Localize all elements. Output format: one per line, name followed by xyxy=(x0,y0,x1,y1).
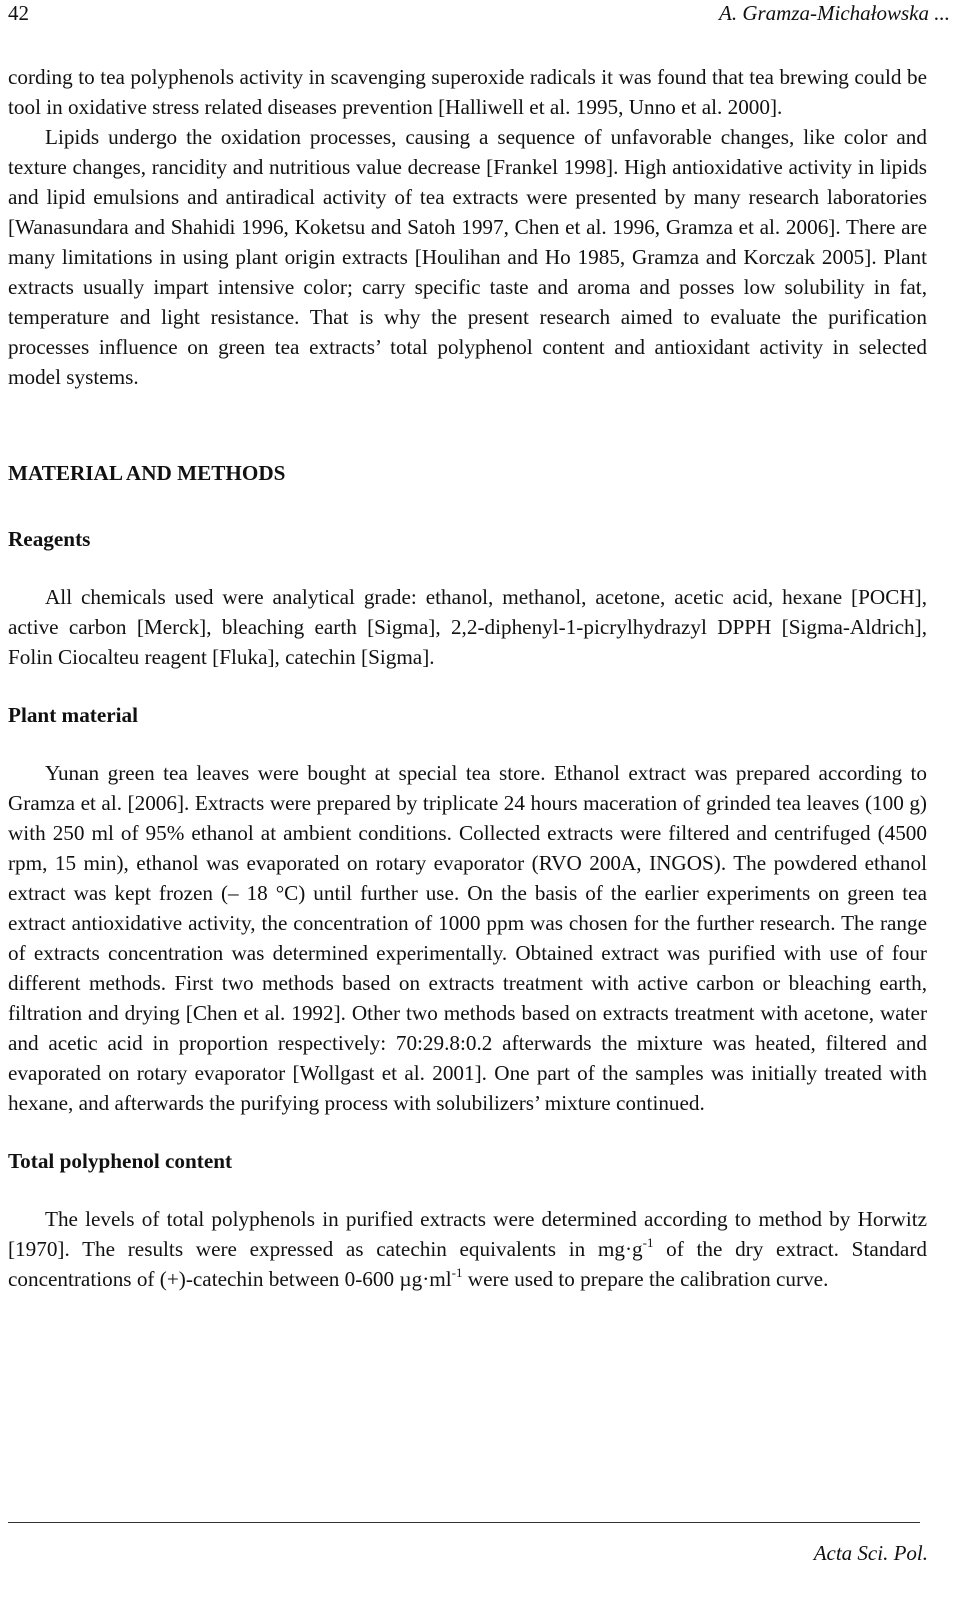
plant-material-paragraph: Yunan green tea leaves were bought at special tea store. Ethanol extract was prepared according to Gramza et al. [2006]. Extracts were prepared by triplicate 24 hours maceration of grinded tea leaves (100 g) with 250 ml of 95% ethanol at ambient conditions. Collected extracts were filtered and centrifuged (4500 rpm, 15 min), ethanol was evaporated on rotary evaporator (RVO 200A, INGOS). The powdered ethanol extract was kept frozen (– 18 °C) until further use. On the basis of the earlier experiments on green tea extract antioxidative activity, the concentration of 1000 ppm was chosen for the further research. The range of extracts concentration was determined experimentally. Obtained extract was purified with use of four different methods. First two methods based on extracts treatment with active carbon or bleaching earth, filtration and drying [Chen et al. 1992]. Other two methods based on extracts treatment with acetone, water and acetic acid in proportion respectively: 70:29.8:0.2 afterwards the mixture was heated, filtered and evaporated on rotary evaporator [Wollgast et al. 2001]. One part of the samples was initially treated with hexane, and afterwards the purifying process with solubilizers’ mixture continued. xyxy=(8,761,927,1115)
running-head: A. Gramza-Michałowska ... xyxy=(719,1,950,25)
subheading-plant-material: Plant material xyxy=(8,703,139,727)
intro-paragraph-lipids: Lipids undergo the oxidation processes, causing a sequence of unfavorable changes, like color and texture changes, rancidity and nutritious value decrease [Frankel 1998]. High antioxidative activity in lipids and lipid emulsions and antiradical activity of tea extracts were presented by many research laboratories [Wanasundara and Shahidi 1996, Koketsu and Satoh 1997, Chen et al. 1996, Gramza et al. 2006]. There are many limitations in using plant origin extracts [Houlihan and Ho 1985, Gramza and Korczak 2005]. Plant extracts usually impart intensive color; carry specific taste and aroma and posses low solubility in fat, temperature and light resistance. That is why the present research aimed to evaluate the purification processes influence on green tea extracts’ total polyphenol content and antioxidant activity in selected model systems. xyxy=(8,125,927,389)
superscript-minus-one: -1 xyxy=(642,1235,654,1250)
reagents-paragraph: All chemicals used were analytical grade: ethanol, methanol, acetone, acetic acid, hexane [POCH], active carbon [Merck], bleaching earth [Sigma], 2,2-diphenyl-1-picrylhydrazyl DPPH [Sigma-Aldrich], Folin Ciocalteu reagent [Fluka], catechin [Sigma]. xyxy=(8,585,927,669)
footer-divider xyxy=(8,1522,920,1523)
subheading-total-polyphenol: Total polyphenol content xyxy=(8,1149,233,1173)
intro-paragraph-continued: cording to tea polyphenols activity in scavenging superoxide radicals it was found that tea brewing could be tool in oxidative stress related diseases prevention [Halliwell et al. 1995, Unno et al. 2000]. xyxy=(8,65,927,119)
page-number: 42 xyxy=(8,1,29,25)
body-text xyxy=(8,62,927,1294)
superscript-minus-one: -1 xyxy=(451,1265,463,1280)
footer-journal-name: Acta Sci. Pol. xyxy=(813,1541,928,1565)
section-heading: MATERIAL AND METHODS xyxy=(8,461,286,485)
polyphenol-text-3: were used to prepare the calibration curve. xyxy=(462,1267,829,1291)
polyphenol-text-2: of the dry extract. Standard concentrations of (+)-catechin between 0-600 µg·ml xyxy=(8,1237,927,1291)
polyphenol-text-1: The levels of total polyphenols in purified extracts were determined according to method by Horwitz [1970]. The results were expressed as catechin equivalents in mg·g xyxy=(8,1207,927,1261)
polyphenol-paragraph xyxy=(8,1204,927,1294)
subheading-reagents: Reagents xyxy=(8,527,91,551)
page-header xyxy=(8,0,950,30)
